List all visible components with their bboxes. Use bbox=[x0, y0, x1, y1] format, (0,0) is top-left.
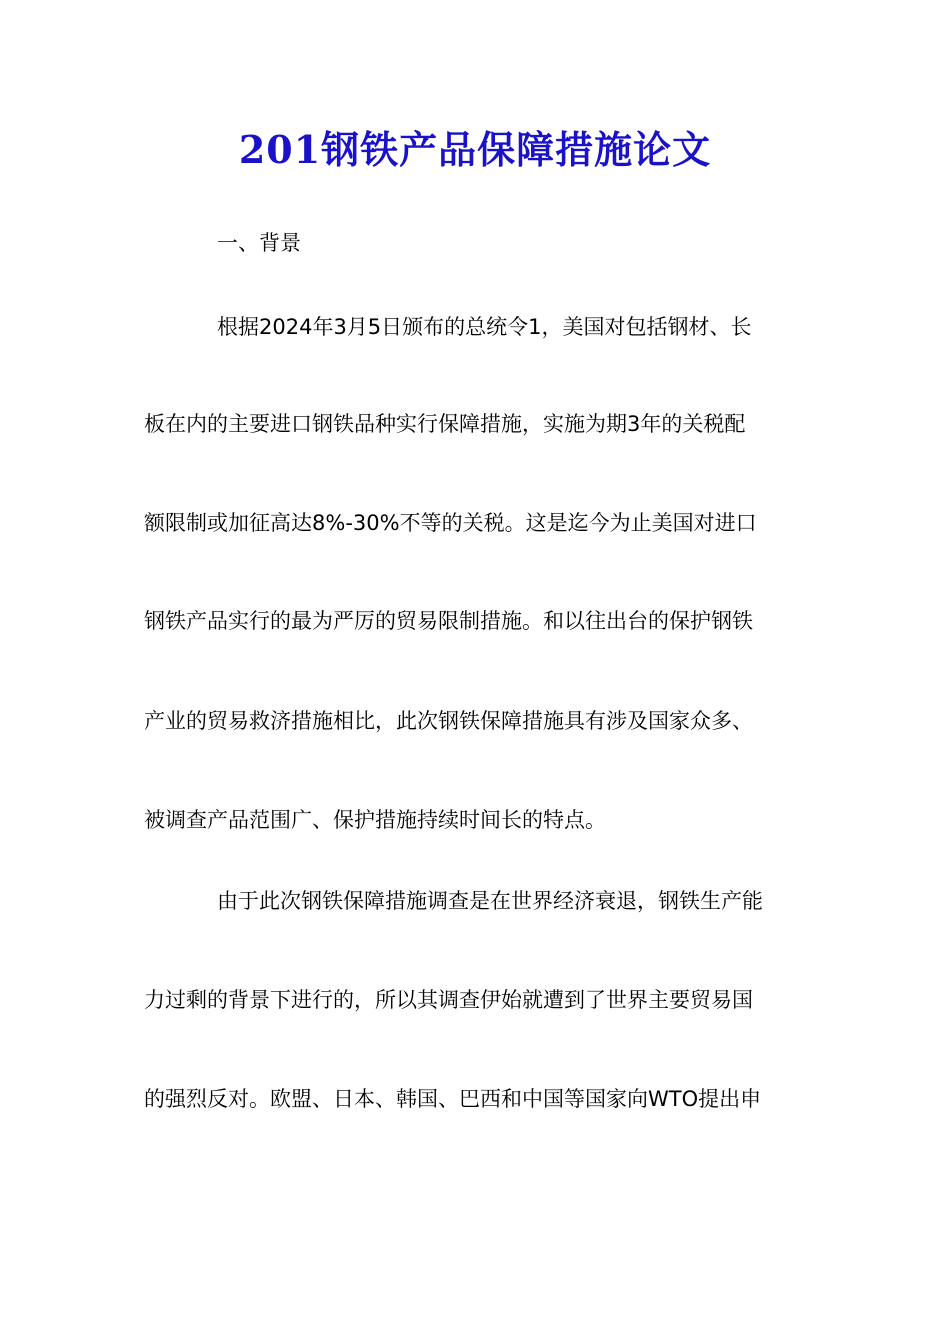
paragraph-2-line-1: 由于此次钢铁保障措施调查是在世界经济衰退，钢铁生产能 bbox=[217, 889, 763, 913]
paragraph-2-line-3: 的强烈反对。欧盟、日本、韩国、巴西和中国等国家向WTO提出申 bbox=[144, 1087, 762, 1111]
paragraph-2-line-2: 力过剩的背景下进行的，所以其调查伊始就遭到了世界主要贸易国 bbox=[144, 988, 753, 1012]
paragraph-1-line-6: 被调查产品范围广、保护措施持续时间长的特点。 bbox=[144, 808, 606, 832]
paragraph-1-line-1: 根据2024年3月5日颁布的总统令1，美国对包括钢材、长 bbox=[217, 315, 752, 339]
section-heading: 一、背景 bbox=[217, 231, 301, 255]
document-title: 201钢铁产品保障措施论文 bbox=[238, 127, 712, 172]
paragraph-1-line-3: 额限制或加征高达8%-30%不等的关税。这是迄今为止美国对进口 bbox=[144, 511, 757, 535]
paragraph-1-line-2: 板在内的主要进口钢铁品种实行保障措施，实施为期3年的关税配 bbox=[144, 412, 746, 436]
paragraph-1-line-5: 产业的贸易救济措施相比，此次钢铁保障措施具有涉及国家众多、 bbox=[144, 709, 753, 733]
paragraph-1-line-4: 钢铁产品实行的最为严厉的贸易限制措施。和以往出台的保护钢铁 bbox=[144, 609, 753, 633]
